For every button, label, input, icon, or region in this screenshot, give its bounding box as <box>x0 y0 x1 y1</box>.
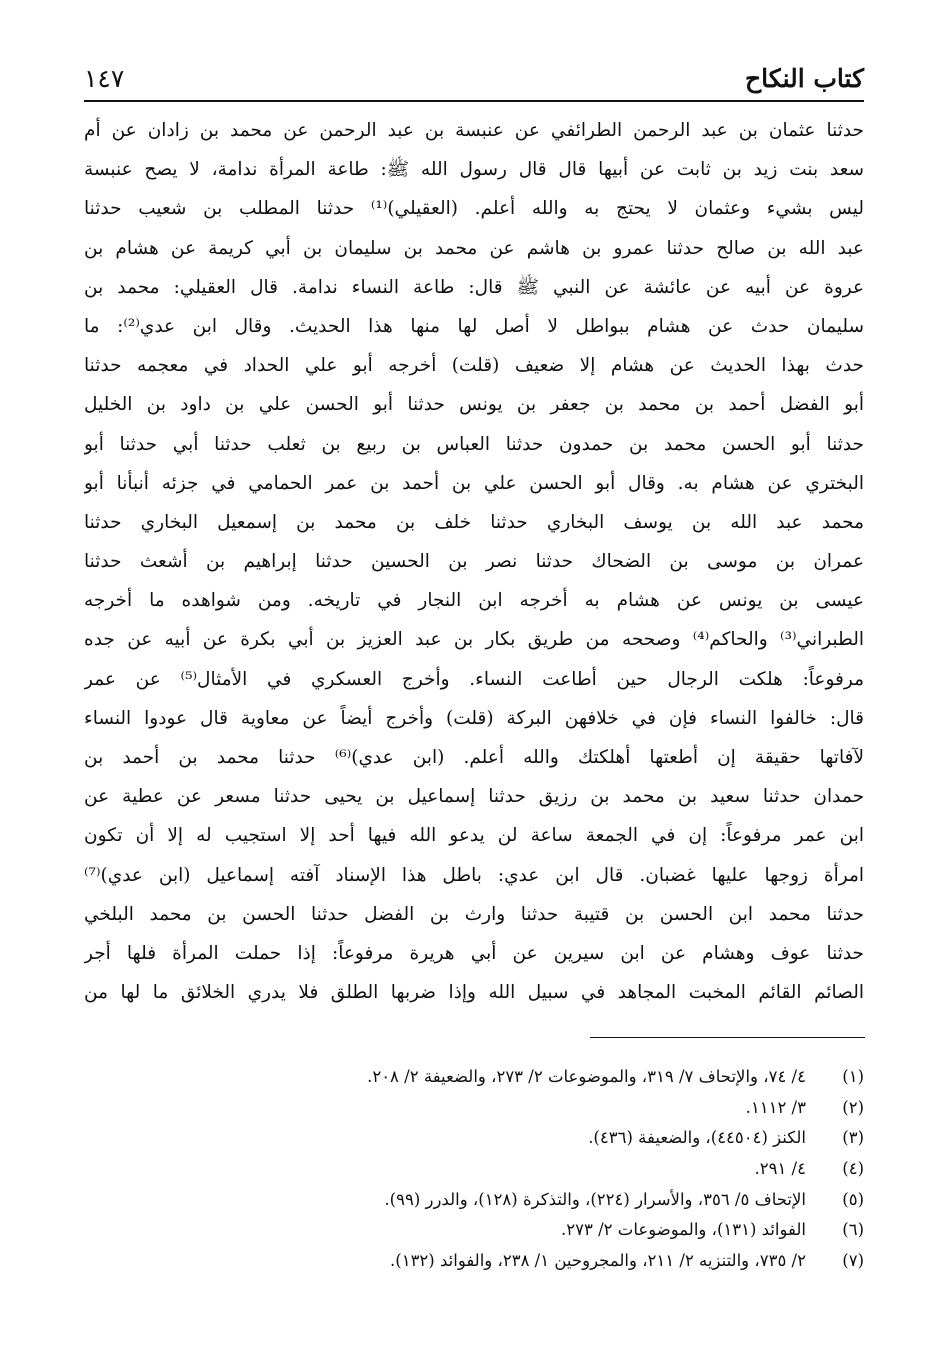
footnote-number: (٧) <box>842 1251 864 1271</box>
footnote-number: (٣) <box>842 1128 864 1148</box>
footnote <box>84 1185 864 1216</box>
text-line: حدثنا عثمان بن عبد الرحمن الطرائفي عن عنبسة بن عبد الرحمن عن محمد بن زادان عن أم <box>84 120 864 141</box>
text-line: حدثنا أبو الحسن محمد بن حمدون حدثنا العباس بن ربيع بن ثعلب حدثنا أبي حدثنا أبو <box>84 433 864 455</box>
text-line: الصائم القائم المخبت المجاهد في سبيل الله وإذا ضربها الطلق فلا يدري الخلائق ما لها من <box>84 982 864 1004</box>
footnote-text: الكنز (٤٤٥٠٤)، والضعيفة (٤٣٦). <box>588 1128 806 1148</box>
footnote-number: (٥) <box>842 1189 864 1209</box>
text-line: قال: خالفوا النساء فإن في خلافهن البركة (قلت) وأخرج أيضاً عن معاوية قال عودوا النساء <box>84 707 864 729</box>
header-rule <box>84 100 864 102</box>
footnote <box>84 1154 864 1185</box>
footnotes <box>84 1062 864 1277</box>
text-line: أبو الفضل أحمد بن محمد بن جعفر بن يونس حدثنا أبو الحسن علي بن داود بن الخليل <box>84 394 864 416</box>
footnote-number: (٦) <box>842 1220 864 1240</box>
footnote-number: (٢) <box>842 1097 864 1117</box>
footnote-text: ٣/ ١١١٢. <box>745 1097 806 1117</box>
text-line: البختري عن هشام به. وقال أبو الحسن علي بن أحمد بن عمر الحمامي في جزئه أنبأنا أبو <box>84 472 864 494</box>
main-text <box>84 111 864 1012</box>
text-line: عمران بن موسى بن الضحاك حدثنا نصر بن الحسين حدثنا إبراهيم بن أشعث حدثنا <box>84 551 864 573</box>
text-line: حدثنا محمد ابن الحسن بن قتيبة حدثنا وارث بن الفضل حدثنا الحسن بن محمد البلخي <box>84 903 864 925</box>
page-number: ١٤٧ <box>84 64 125 93</box>
text-line: عيسى بن يونس عن هشام به أخرجه ابن النجار في تاريخه. ومن شواهده ما أخرجه <box>84 590 864 612</box>
text-line: سليمان حدث عن هشام ببواطل لا أصل لها منها هذا الحديث. وقال ابن عدي⁽²⁾: ما <box>84 315 864 337</box>
footnote-text: ٤/ ٢٩١. <box>754 1159 806 1179</box>
footnote-number: (٤) <box>842 1159 864 1179</box>
footnote <box>84 1246 864 1277</box>
text-line: مرفوعاً: هلكت الرجال حين أطاعت النساء. وأخرج العسكري في الأمثال⁽⁵⁾ عن عمر <box>84 668 864 690</box>
text-line: محمد عبد الله بن يوسف البخاري حدثنا خلف بن محمد بن إسمعيل البخاري حدثنا <box>84 511 864 533</box>
text-line: سعد بنت زيد بن ثابت عن أبيها قال قال رسول الله ﷺ: طاعة المرأة ندامة، لا يصح عنبسة <box>84 159 864 181</box>
text-line: امرأة زوجها عليها غضبان. قال ابن عدي: باطل هذا الإسناد آفته إسماعيل (ابن عدي)⁽⁷⁾ <box>84 864 864 886</box>
footnote-number: (١) <box>842 1067 864 1086</box>
text-line: الطبراني⁽³⁾ والحاكم⁽⁴⁾ وصححه من طريق بكار بن عبد العزيز بن أبي بكرة عن أبيه عن جده <box>84 629 864 651</box>
text-line: ليس بشيء وعثمان لا يحتج به والله أعلم. (العقيلي)⁽¹⁾ حدثنا المطلب بن شعيب حدثنا <box>84 198 864 220</box>
footnote-text: الإتحاف ٥/ ٣٥٦، والأسرار (٢٢٤)، والتذكرة (١٢٨)، والدرر (٩٩). <box>384 1189 806 1209</box>
footnote <box>84 1215 864 1246</box>
text-line: حمدان حدثنا سعيد بن محمد بن رزيق حدثنا إسماعيل بن يحيى حدثنا مسعر عن عطية عن <box>84 786 864 808</box>
footnote-separator <box>590 1037 865 1038</box>
text-line: لآفاتها حقيقة إن أطعتها أهلكتك والله أعلم. (ابن عدي)⁽⁶⁾ حدثنا محمد بن أحمد بن <box>84 747 864 768</box>
footnote <box>84 1123 864 1154</box>
footnote-text: الفوائد (١٣١)، والموضوعات ٢/ ٢٧٣. <box>561 1220 806 1240</box>
footnote <box>84 1093 864 1124</box>
text-line: عبد الله بن صالح حدثنا عمرو بن هاشم عن محمد بن سليمان بن أبي كريمة عن هشام بن <box>84 237 864 259</box>
footnote <box>84 1062 864 1093</box>
text-line: حدث بهذا الحديث عن هشام إلا ضعيف (قلت) أخرجه أبو علي الحداد في معجمه حدثنا <box>84 355 864 377</box>
text-line: عروة عن أبيه عن عائشة عن النبي ﷺ قال: طاعة النساء ندامة. قال العقيلي: محمد بن <box>84 276 864 298</box>
chapter-title: كتاب النكاح <box>745 64 864 93</box>
text-line: ابن عمر مرفوعاً: إن في الجمعة ساعة لن يدعو الله فيها أحد إلا استجيب له إلا أن تكون <box>84 825 864 847</box>
text-line: حدثنا عوف وهشام عن ابن سيرين عن أبي هريرة مرفوعاً: إذا حملت المرأة فلها أجر <box>84 942 864 964</box>
footnote-text: ٢/ ٧٣٥، والتنزيه ٢/ ٢١١، والمجروحين ١/ ٢٣٨، والفوائد (١٣٢). <box>390 1251 806 1271</box>
footnote-text: ٤/ ٧٤، والإتحاف ٧/ ٣١٩، والموضوعات ٢/ ٢٧٣، والضعيفة ٢/ ٢٠٨. <box>367 1067 806 1086</box>
page-header <box>84 56 864 96</box>
